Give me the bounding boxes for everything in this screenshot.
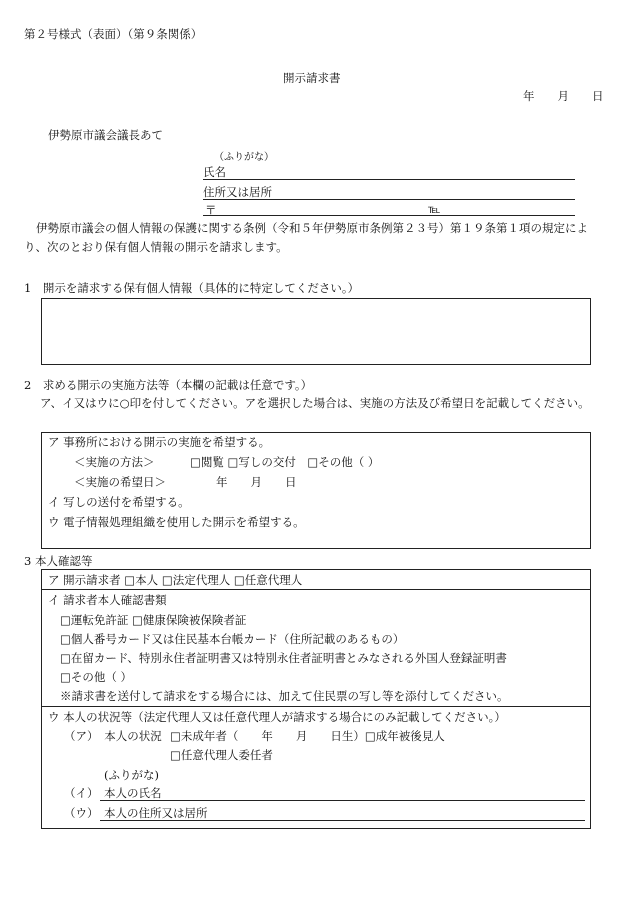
applicant-furigana: （ふりがな） <box>214 152 274 163</box>
section2-note: ア、イ又はウに○印を付してください。アを選択した場合は、実施の方法及び希望日を記載してください。 <box>40 396 590 410</box>
principal-status-heading: ウ 本人の状況等（法定代理人又は任意代理人が請求する場合にのみ記載してください。） <box>48 710 506 724</box>
applicant-address-label: 住所又は居所 <box>203 185 272 199</box>
principal-status-option2[interactable]: □任意代理人委任者 <box>170 748 273 762</box>
principal-name-field[interactable] <box>100 800 585 801</box>
row-divider <box>41 706 591 707</box>
date-line[interactable]: 年 月 日 <box>523 89 604 103</box>
id-document-note: ※請求書を送付して請求をする場合には、加えて住民票の写し等を添付してください。 <box>60 689 509 703</box>
id-documents-heading: イ 請求者本人確認書類 <box>48 593 167 607</box>
requester-type-row[interactable]: ア 開示請求者 □本人 □法定代理人 □任意代理人 <box>48 573 303 587</box>
option-u[interactable]: ウ 電子情報処理組織を使用した開示を希望する。 <box>48 515 305 529</box>
applicant-contact-field[interactable] <box>203 215 575 216</box>
date-label: ＜実施の希望日＞ <box>74 475 166 489</box>
option-i[interactable]: イ 写しの送付を希望する。 <box>48 495 190 509</box>
principal-name-label: 本人の氏名 <box>104 786 162 800</box>
form-number: 第２号様式（表面）（第９条関係） <box>24 27 203 41</box>
requested-info-box[interactable] <box>41 298 591 365</box>
section2-heading: 2 求める開示の実施方法等（本欄の記載は任意です。） <box>24 378 313 392</box>
postal-code-mark: 〒 <box>205 203 217 217</box>
method-options[interactable]: □閲覧 □写しの交付 □その他（ ） <box>190 455 380 469</box>
id-document-line2[interactable]: □個人番号カード又は住民基本台帳カード（住所記載のあるもの） <box>60 632 405 646</box>
id-document-line1[interactable]: □運転免許証 □健康保険被保険者証 <box>60 613 247 627</box>
principal-address-marker: （ウ） <box>64 806 99 820</box>
principal-status-options[interactable]: □未成年者（ 年 月 日生）□成年被後見人 <box>170 729 445 743</box>
preferred-date[interactable]: 年 月 日 <box>216 475 297 489</box>
id-document-line3[interactable]: □在留カード、特別永住者証明書又は特別永住者証明書とみなされる外国人登録証明書 <box>60 651 507 665</box>
applicant-name-label: 氏名 <box>203 165 226 179</box>
applicant-name-field[interactable] <box>203 179 575 180</box>
intro-paragraph: 伊勢原市議会の個人情報の保護に関する条例（令和５年伊勢原市条例第２３号）第１９条第１項の規定により、次のとおり保有個人情報の開示を請求します。 <box>24 221 588 254</box>
section3-heading: 3 本人確認等 <box>24 554 93 568</box>
principal-address-label: 本人の住所又は居所 <box>104 806 208 820</box>
applicant-address-field[interactable] <box>203 199 575 200</box>
telephone-mark: ℡ <box>428 202 441 216</box>
addressee: 伊勢原市議会議長あて <box>48 128 163 142</box>
document-title: 開示請求書 <box>283 71 341 85</box>
row-divider <box>41 589 591 590</box>
principal-furigana: (ふりがな) <box>104 768 159 782</box>
principal-address-field[interactable] <box>100 820 585 821</box>
method-label: ＜実施の方法＞ <box>74 455 155 469</box>
id-document-line4[interactable]: □その他（ ） <box>60 670 133 684</box>
principal-status-label: （ア） 本人の状況 <box>64 729 162 743</box>
principal-name-marker: （イ） <box>64 786 99 800</box>
option-a[interactable]: ア 事務所における開示の実施を希望する。 <box>48 435 271 449</box>
section1-heading: 1 開示を請求する保有個人情報（具体的に特定してください。） <box>24 281 360 295</box>
